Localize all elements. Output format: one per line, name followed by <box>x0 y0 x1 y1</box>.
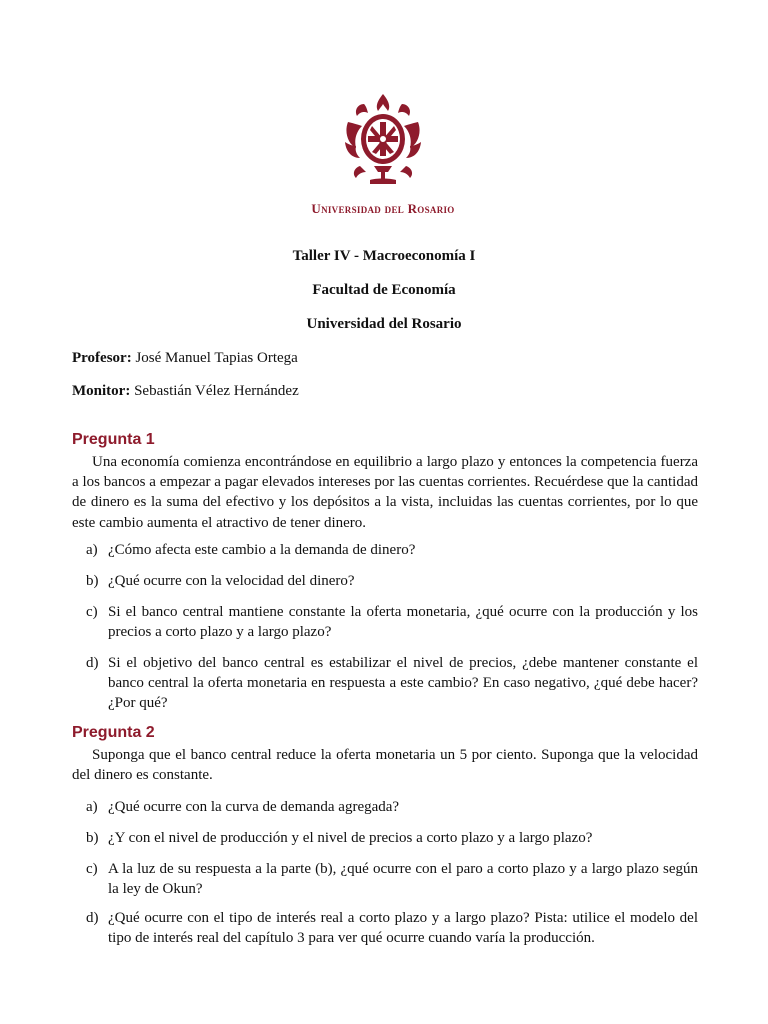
question-1-item-b <box>86 571 698 591</box>
profesor-line <box>72 350 298 367</box>
item-text: ¿Qué ocurre con el tipo de interés real a corto plazo y a largo plazo? Pista: utilice el modelo del tipo de interés real del capítulo 3 para ver qué ocurre cuando varía la producción. <box>108 910 698 947</box>
monitor-line <box>72 383 299 400</box>
item-label: b) <box>86 830 99 846</box>
question-1-item-c <box>86 602 698 642</box>
document-title: Taller IV - Macroeconomía I <box>292 248 476 264</box>
question-2-item-c <box>86 859 698 899</box>
profesor-label: Profesor: <box>72 350 132 366</box>
question-1-item-a <box>86 540 698 560</box>
item-label: c) <box>86 604 98 620</box>
crest-icon <box>342 92 424 192</box>
item-text: Si el banco central mantiene constante la oferta monetaria, ¿qué ocurre con la producción y los precios a corto plazo y a largo plazo? <box>108 604 698 641</box>
question-1-item-d <box>86 653 698 714</box>
faculty-name: Facultad de Economía <box>312 282 456 298</box>
question-2-item-b <box>86 828 698 848</box>
question-1-intro: Una economía comienza encontrándose en equilibrio a largo plazo y entonces la competencia fuerza a los bancos a empezar a pagar elevados intereses por las cuentas corrientes. Recuérdese que la cantidad de dinero es la suma del efectivo y los depósitos a la vista, incluidas las cuentas corrientes, por lo que este cambio aumenta el atractivo de tener dinero. <box>72 454 698 531</box>
university-name: Universidad del Rosario <box>306 316 462 332</box>
question-2-item-a <box>86 797 698 817</box>
item-text: ¿Y con el nivel de producción y el nivel de precios a corto plazo y a largo plazo? <box>108 830 593 846</box>
question-1-title: Pregunta 1 <box>72 431 155 448</box>
monitor-label: Monitor: <box>72 383 131 399</box>
monitor-name: Sebastián Vélez Hernández <box>134 383 299 399</box>
item-label: b) <box>86 573 99 589</box>
item-text: ¿Qué ocurre con la curva de demanda agregada? <box>108 799 400 815</box>
item-text: A la luz de su respuesta a la parte (b), ¿qué ocurre con el paro a corto plazo y a largo plazo según la ley de Okun? <box>108 861 698 898</box>
item-label: a) <box>86 799 98 815</box>
item-label: d) <box>86 655 99 671</box>
item-label: a) <box>86 542 98 558</box>
item-text: ¿Qué ocurre con la velocidad del dinero? <box>108 573 355 589</box>
question-2-title: Pregunta 2 <box>72 724 155 741</box>
profesor-name: José Manuel Tapias Ortega <box>135 350 298 366</box>
question-2-intro: Suponga que el banco central reduce la oferta monetaria un 5 por ciento. Suponga que la velocidad del dinero es constante. <box>72 747 698 784</box>
university-logo <box>290 92 476 222</box>
item-label: d) <box>86 910 99 926</box>
logo-wordmark: Universidad del Rosario <box>311 201 455 216</box>
item-label: c) <box>86 861 98 877</box>
question-2-item-d <box>86 908 698 948</box>
item-text: ¿Cómo afecta este cambio a la demanda de dinero? <box>108 542 416 558</box>
item-text: Si el objetivo del banco central es estabilizar el nivel de precios, ¿debe mantener constante el banco central la oferta monetaria en respuesta a este cambio? En caso negativo, ¿qué debe hacer? ¿Por qué? <box>108 655 698 712</box>
